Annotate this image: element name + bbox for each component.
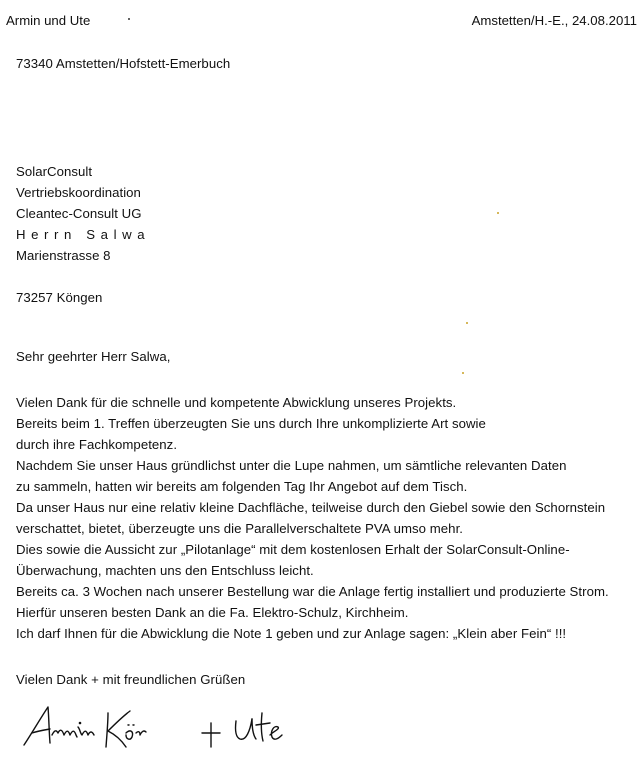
scan-speck — [466, 322, 468, 324]
body-line: verschattet, bietet, überzeugte uns die Parallelverschaltete PVA umso mehr. — [16, 521, 463, 536]
scan-speck — [462, 372, 464, 374]
body-line: durch ihre Fachkompetenz. — [16, 437, 178, 452]
recipient-street: Marienstrasse 8 — [16, 248, 111, 263]
body-line: Nachdem Sie unser Haus gründlichst unter die Lupe nahmen, um sämtliche relevanten Daten — [16, 458, 567, 473]
body-line: Dies sowie die Aussicht zur „Pilotanlage“ mit dem kostenlosen Erhalt der SolarConsult-Online- — [16, 542, 570, 557]
recipient-person: Herrn Salwa — [16, 227, 151, 242]
handwritten-signature-icon — [22, 703, 312, 751]
salutation: Sehr geehrter Herr Salwa, — [16, 349, 171, 364]
recipient-city: 73257 Köngen — [16, 290, 103, 305]
recipient-department: Vertriebskoordination — [16, 185, 141, 200]
body-line: Bereits ca. 3 Wochen nach unserer Bestellung war die Anlage fertig installiert und produzierte Strom. — [16, 584, 609, 599]
recipient-entity: Cleantec-Consult UG — [16, 206, 142, 221]
closing: Vielen Dank + mit freundlichen Grüßen — [16, 672, 246, 687]
body-line: Da unser Haus nur eine relativ kleine Dachfläche, teilweise durch den Giebel sowie den Schornstein — [16, 500, 606, 515]
recipient-company: SolarConsult — [16, 164, 93, 179]
body-line: Hierfür unseren besten Dank an die Fa. Elektro-Schulz, Kirchheim. — [16, 605, 409, 620]
place-date: Amstetten/H.-E., 24.08.2011 — [471, 13, 637, 28]
scan-speck — [128, 18, 130, 20]
body-line: zu sammeln, hatten wir bereits am folgenden Tag Ihr Angebot auf dem Tisch. — [16, 479, 468, 494]
body-line: Vielen Dank für die schnelle und kompetente Abwicklung unseres Projekts. — [16, 395, 457, 410]
body-line: Überwachung, machten uns den Entschluss leicht. — [16, 563, 314, 578]
body-line: Ich darf Ihnen für die Abwicklung die Note 1 geben und zur Anlage sagen: „Klein aber Fein“ !!! — [16, 626, 567, 641]
sender-city: 73340 Amstetten/Hofstett-Emerbuch — [16, 56, 231, 71]
body-line: Bereits beim 1. Treffen überzeugten Sie uns durch Ihre unkomplizierte Art sowie — [16, 416, 486, 431]
sender-name: Armin und Ute — [6, 13, 91, 28]
scan-speck — [497, 212, 499, 214]
